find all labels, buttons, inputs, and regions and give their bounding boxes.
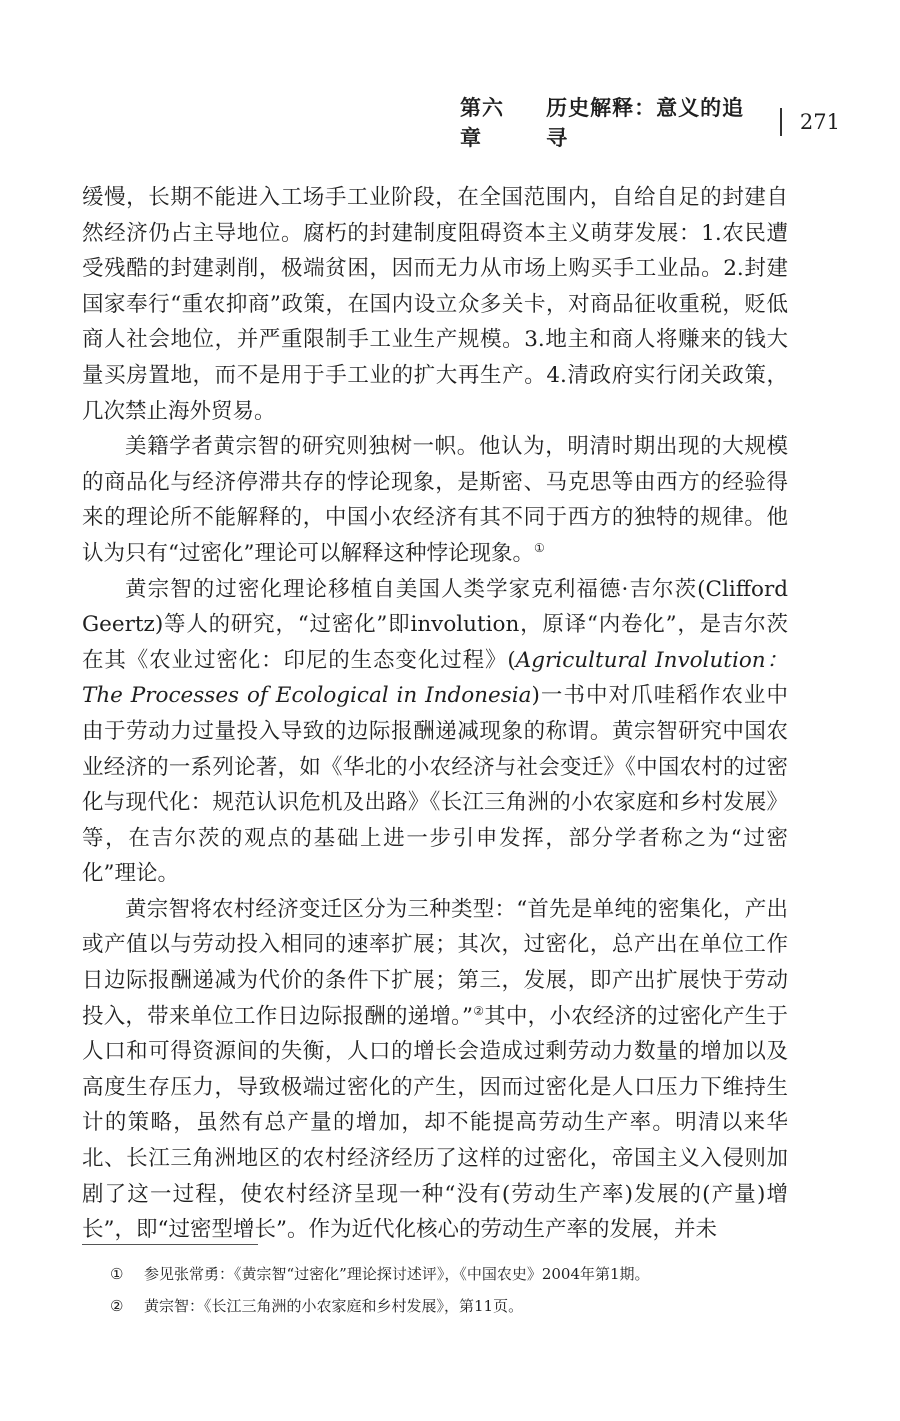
page-number: 271 bbox=[799, 110, 840, 134]
footnotes bbox=[82, 1258, 788, 1322]
footnote-reference: ② bbox=[473, 1003, 485, 1018]
paragraph-text: 美籍学者黄宗智的研究则独树一帜。他认为，明清时期出现的大规模的商品化与经济停滞共存的悖论现象，是斯密、马克思等由西方的经验得来的理论所不能解释的，中国小农经济有其不同于西方的独特的规律。他认为只有“过密化”理论可以解释这种悖论现象。 bbox=[82, 434, 788, 566]
footnote-divider bbox=[82, 1244, 258, 1245]
footnote-number: ② bbox=[110, 1297, 124, 1315]
paragraph-text: 缓慢，长期不能进入工场手工业阶段，在全国范围内，自给自足的封建自然经济仍占主导地位。腐朽的封建制度阻碍资本主义萌芽发展：1.农民遭受残酷的封建剥削，极端贫困，因而无力从市场上购买手工业品。2.封建国家奉行“重农抑商”政策，在国内设立众多关卡，对商品征收重税，贬低商人社会地位，并严重限制手工业生产规模。3.地主和商人将赚来的钱大量买房置地，而不是用于手工业的扩大再生产。4.清政府实行闭关政策，几次禁止海外贸易。 bbox=[82, 185, 788, 424]
footnote bbox=[82, 1290, 788, 1322]
paragraph-text: 其中，小农经济的过密化产生于人口和可得资源间的失衡，人口的增长会造成过剩劳动力数量的增加以及高度生存压力，导致极端过密化的产生，因而过密化是人口压力下维持生计的策略，虽然有总产量的增加，却不能提高劳动生产率。明清以来华北、长江三角洲地区的农村经济经历了这样的过密化，帝国主义入侵则加剧了这一过程，使农村经济呈现一种“没有(劳动生产率)发展的(产量)增长”，即“过密型增长”。作为近代化核心的劳动生产率的发展，并未 bbox=[82, 1003, 788, 1243]
paragraph-text: 黄宗智将农村经济变迁区分为三种类型：“首先是单纯的密集化，产出或产值以与劳动投入相同的速率扩展；其次，过密化，总产出在单位工作日边际报酬递减为代价的条件下扩展；第三，发展，即产出扩展快于劳动投入，带来单位工作日边际报酬的递增。” bbox=[82, 896, 788, 1029]
footnote-number: ① bbox=[110, 1265, 124, 1283]
footnote-text: 黄宗智：《长江三角洲的小农家庭和乡村发展》，第11页。 bbox=[144, 1297, 524, 1315]
paragraph-text: 黄宗智的过密化理论移植自美国人类学家克利福德·吉尔茨(Clifford Geertz)等人的研究，“过密化”即involution，原译“内卷化”，是吉尔茨在其《农业过密化：印尼的生态变化过程》( bbox=[82, 576, 788, 673]
body-text bbox=[82, 180, 788, 1248]
footnote-reference: ① bbox=[534, 540, 545, 555]
footnote-text: 参见张常勇：《黄宗智“过密化”理论探讨述评》，《中国农史》2004年第1期。 bbox=[144, 1265, 650, 1283]
paragraph bbox=[82, 892, 788, 1248]
chapter-title: 历史解释：意义的追寻 bbox=[546, 96, 745, 150]
footnote bbox=[82, 1258, 788, 1290]
paragraph-continued bbox=[82, 180, 788, 429]
chapter-label: 第六章 bbox=[460, 96, 505, 150]
paragraph bbox=[82, 429, 788, 571]
header-divider bbox=[780, 108, 782, 136]
running-head bbox=[460, 96, 840, 150]
book-title-italic: Agricultural Involution：The Processes of Ecological in Indonesia bbox=[82, 647, 789, 709]
paragraph-text: )一书中对爪哇稻作农业中由于劳动力过量投入导致的边际报酬递减现象的称谓。黄宗智研究中国农业经济的一系列论著，如《华北的小农经济与社会变迁》《中国农村的过密化与现代化：规范认识危机及出路》《长江三角洲的小农家庭和乡村发展》等，在吉尔茨的观点的基础上进一步引申发挥，部分学者称之为“过密化”理论。 bbox=[82, 683, 788, 887]
paragraph bbox=[82, 572, 788, 892]
